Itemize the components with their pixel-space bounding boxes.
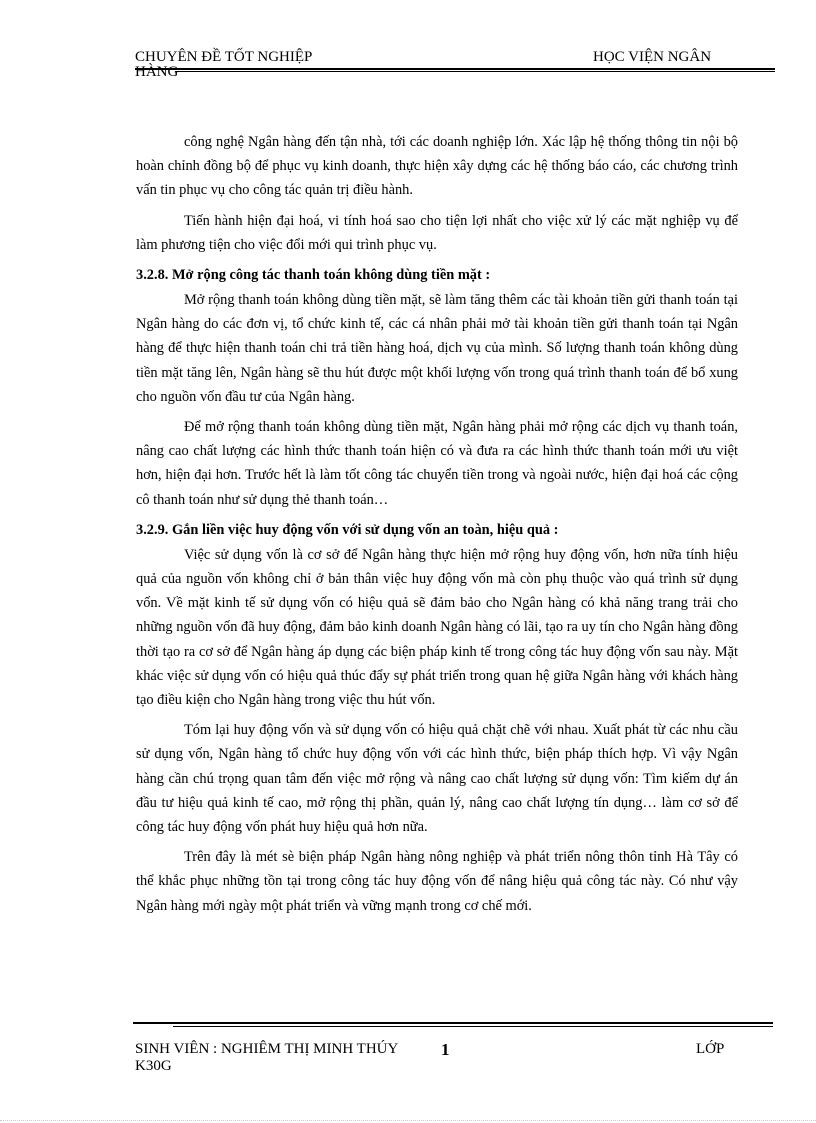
footer-rule-thin: [173, 1026, 773, 1027]
document-body: [136, 130, 738, 924]
paragraph: Tóm lại huy động vốn và sử dụng vốn có hiệu quả chặt chẽ với nhau. Xuất phát từ các nhu cầu sử dụng vốn, Ngân hàng tổ chức huy động vốn với các hình thức, biện pháp thích hợp. Vì vậy Ngân hàng cần chú trọng quan tâm đến việc mở rộng và nâng cao chất lượng sử dụng vốn: Tìm kiếm dự án đầu tư hiệu quả kinh tế cao, mở rộng thị phần, quản lý, nâng cao chất lượng tín dụng… làm cơ sở để công tác huy động vốn phát huy hiệu quả hơn nữa.: [136, 722, 738, 836]
page-number: 1: [441, 1040, 450, 1059]
page-header: [135, 48, 775, 88]
paragraph: Việc sử dụng vốn là cơ sở để Ngân hàng thực hiện mở rộng huy động vốn, hơn nữa tính hiệu quả của nguồn vốn không chỉ ở bản thân việc huy động vốn mà còn phụ thuộc vào quá trình sử dụng vốn. Về mặt kinh tế sử dụng vốn có hiệu quả sẽ đảm bảo cho Ngân hàng có khả năng trang trải cho những nguồn vốn đã huy động, đảm bảo kinh doanh Ngân hàng có lãi, tạo ra uy tín cho Ngân hàng đồng thời tạo ra cơ sở để Ngân hàng áp dụng các biện pháp kinh tế trong công tác huy động vốn sau này. Mặt khác việc sử dụng vốn có hiệu quả thúc đẩy sự phát triển trong quan hệ giữa Ngân hàng với khách hàng tạo điều kiện cho Ngân hàng trong việc thu hút vốn.: [136, 546, 738, 709]
section-heading-3-2-9: 3.2.9. Gắn liền việc huy động vốn với sử dụng vốn an toàn, hiệu quả :: [136, 521, 559, 538]
footer-class-label: LỚP: [696, 1041, 725, 1057]
paragraph: Trên đây là mét sè biện pháp Ngân hàng nông nghiệp và phát triển nông thôn tỉnh Hà Tây có thể khắc phục những tồn tại trong công tác huy động vốn để nâng hiệu quả công tác này. Có như vậy Ngân hàng mới ngày một phát triển và vững mạnh trong cơ chế mới.: [136, 849, 738, 914]
page-footer: [133, 1022, 773, 1082]
footer-rule-thick: [133, 1022, 773, 1024]
header-rule-thin: [175, 71, 775, 72]
section-heading-3-2-8: 3.2.8. Mở rộng công tác thanh toán không dùng tiền mặt :: [136, 267, 491, 284]
paragraph: Mở rộng thanh toán không dùng tiền mặt, sẽ làm tăng thêm các tài khoản tiền gửi thanh toán tại Ngân hàng do các đơn vị, tổ chức kinh tế, các cá nhân phải mở tài khoản tiền gửi thanh toán tại Ngân hàng để thực hiện thanh toán chi trả tiền hàng hoá, dịch vụ của mình. Số lượng thanh toán không dùng tiền mặt tăng lên, Ngân hàng sẽ thu hút được một khối lượng vốn trong quá trình thanh toán để bổ xung cho nguồn vốn đầu tư của Ngân hàng.: [136, 292, 738, 405]
paragraph: công nghệ Ngân hàng đến tận nhà, tới các doanh nghiệp lớn. Xác lập hệ thống thông tin nội bộ hoàn chỉnh đồng bộ để phục vụ kinh doanh, thực hiện xây dựng các hệ thống báo cáo, các chương trình vấn tin phục vụ cho công tác quản trị điều hành.: [136, 134, 738, 199]
paragraph: Tiến hành hiện đại hoá, vi tính hoá sao cho tiện lợi nhất cho việc xử lý các mặt nghiệp vụ để làm phương tiện cho việc đổi mới qui trình phục vụ.: [136, 212, 738, 253]
header-rule-thick: [135, 68, 775, 70]
footer-student-name: SINH VIÊN : NGHIÊM THỊ MINH THÚY K30G: [135, 1041, 398, 1074]
header-right-text: HỌC VIỆN NGÂN: [593, 49, 712, 65]
page-bottom-edge: [0, 1120, 816, 1121]
paragraph: Để mở rộng thanh toán không dùng tiền mặt, Ngân hàng phải mở rộng các dịch vụ thanh toán, nâng cao chất lượng các hình thức thanh toán hiện có và đưa ra các hình thức thanh toán mới ưu việt hơn, hiện đại hơn. Trước hết là làm tốt công tác chuyển tiền trong và ngoài nước, hiện đại hoá các cộng cô thanh toán như sử dụng thẻ thanh toán…: [136, 419, 738, 508]
header-left-text: CHUYÊN ĐỀ TỐT NGHIỆP HÀNG: [135, 49, 312, 80]
